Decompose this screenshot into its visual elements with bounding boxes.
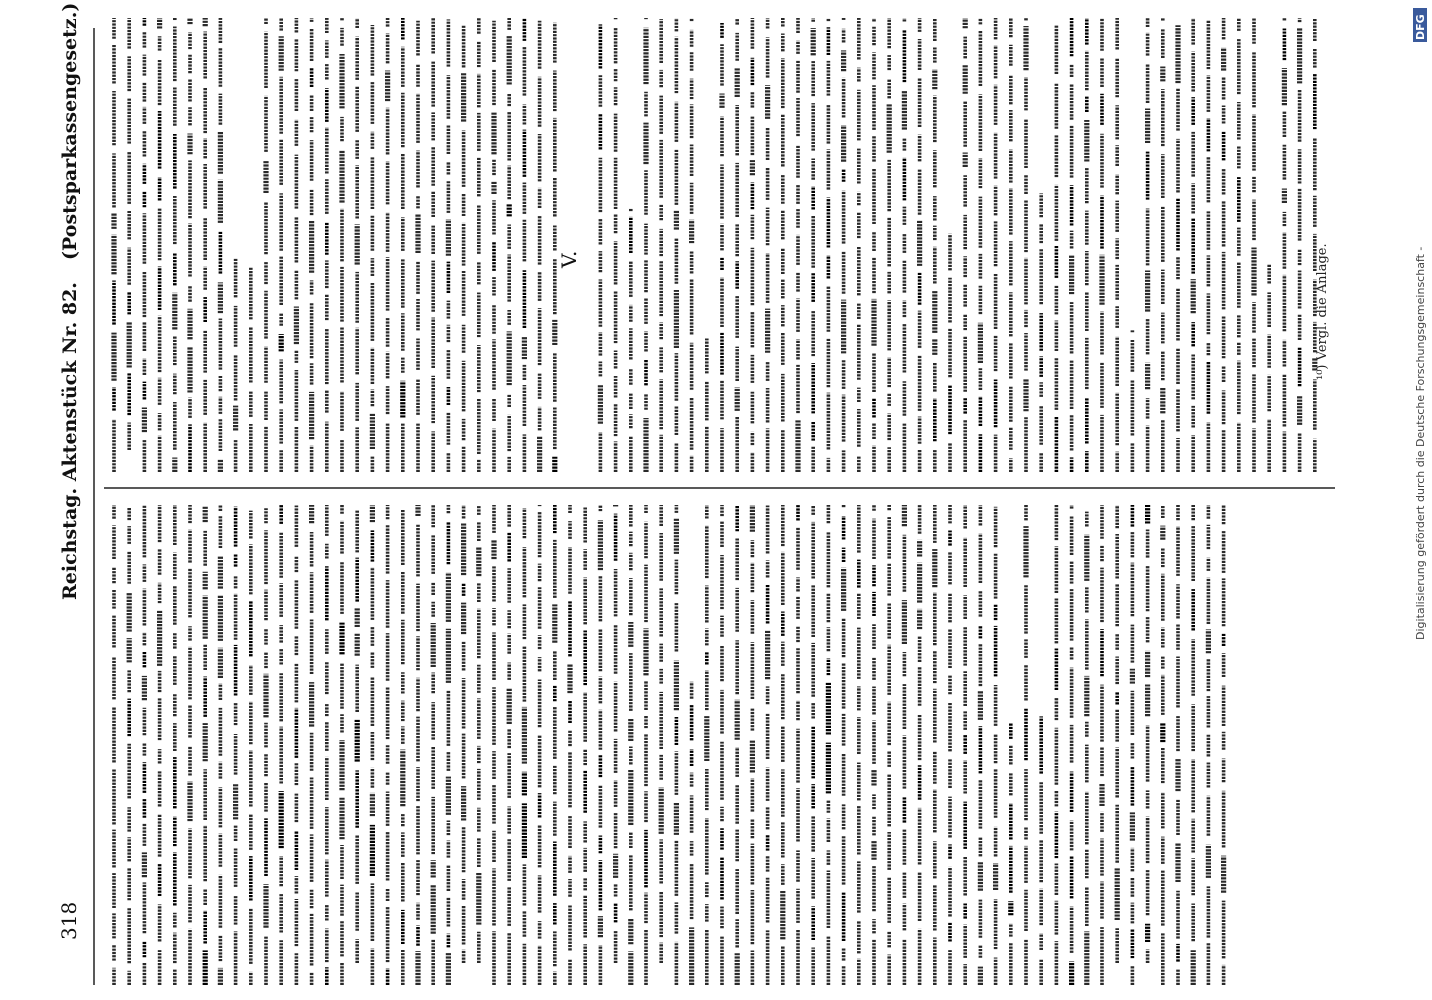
running-head: Reichstag. Aktenstück Nr. 82.	[59, 282, 81, 600]
section-numeral: V.	[557, 250, 581, 268]
page-number: 318	[57, 901, 81, 940]
running-head-continued: (Postsparkassengesetz.)	[59, 2, 81, 260]
footnote: ¹⁰) Vergl. die Anlage.	[1315, 243, 1330, 380]
dfg-logo: DFG	[1414, 14, 1427, 40]
digitization-credit: Digitalisierung gefördert durch die Deutsche Forschungsgemeinschaft -	[1414, 246, 1427, 640]
